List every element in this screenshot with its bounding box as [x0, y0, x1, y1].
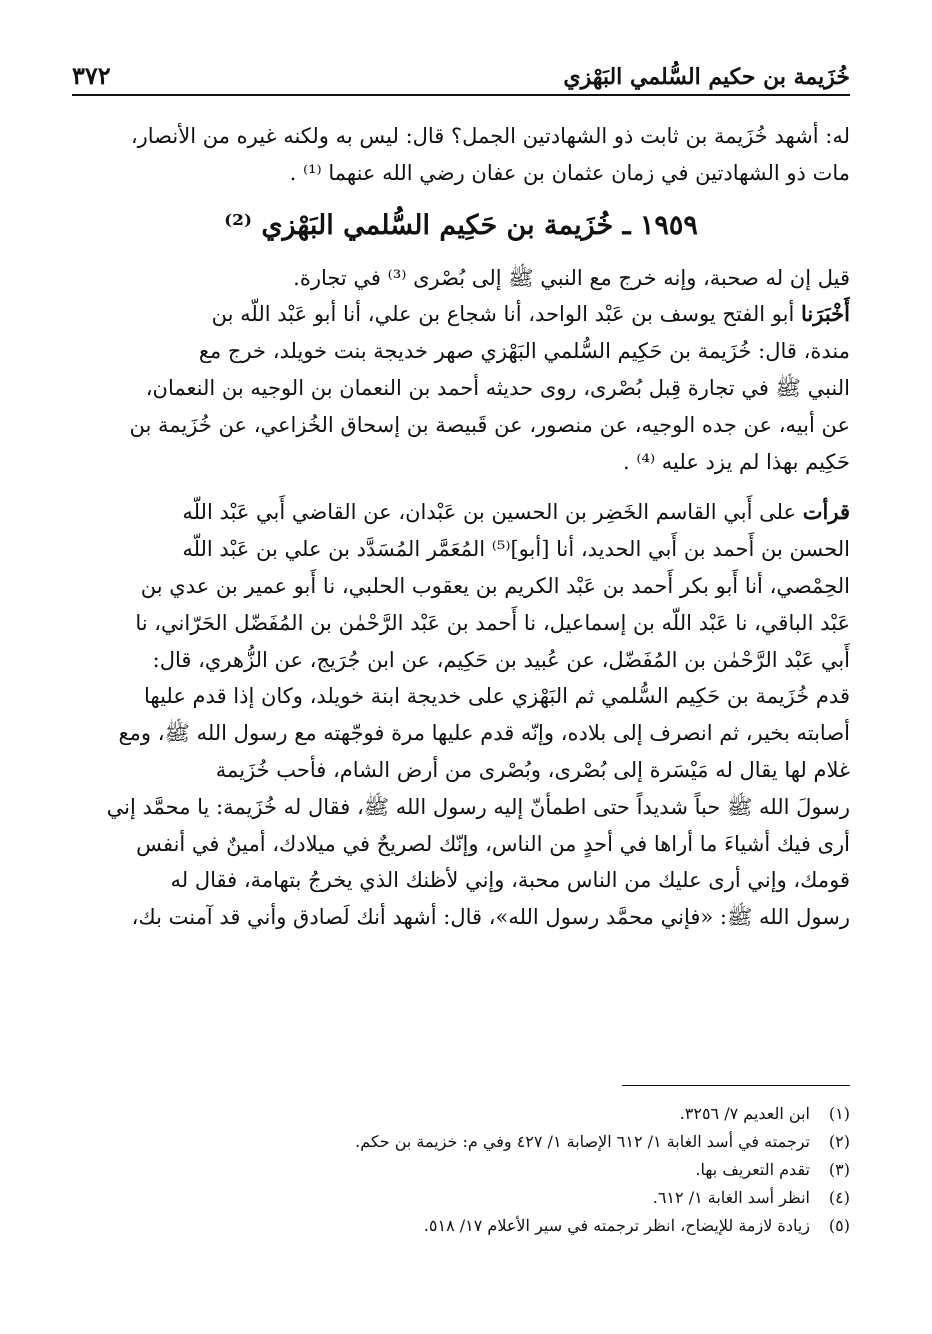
paragraph-line: قدم خُزَيمة بن حَكِيم السُّلمي ثم البَهْزي على خديجة ابنة خويلد، وكان إذا قدم عليها: [143, 684, 850, 709]
footnote-text: ابن العديم ٧/ ٣٢٥٦.: [679, 1104, 810, 1123]
entry-note: قيل إن له صحبة، وإنه خرج مع النبي ﷺ إلى بُصْرى ⁽³⁾ في تجارة.: [293, 265, 850, 290]
paragraph-line: أصابته بخير، ثم انصرف إلى بلاده، وإنّه قدم عليها مرة فوجّهته مع رسول الله ﷺ، ومع: [118, 721, 850, 746]
footnote-number: (٣): [828, 1160, 850, 1179]
footnote-text: ترجمته في أسد الغابة ١/ ٦١٢ الإصابة ١/ ٤٢٧ وفي م: خزيمة بن حكم.: [355, 1132, 810, 1151]
paragraph-line: رسولَ الله ﷺ حباً شديداً حتى اطمأنّ إليه رسول الله ﷺ، فقال له خُزَيمة: يا محمَّد إني: [106, 794, 850, 819]
footnote-number: (٢): [828, 1132, 850, 1151]
paragraph-line: الحسن بن أَحمد بن أَبي الحديد، أنا [أبو]⁽⁵⁾ المُعَمَّر المُسَدَّد بن علي بن عَبْد اللّه: [182, 537, 850, 562]
entry-heading: ١٩٥٩ ـ خُزَيمة بن حَكِيم السُّلمي البَهْزي ⁽²⁾: [224, 209, 698, 241]
paragraph-line: غلام لها يقال له مَيْسَرة إلى بُصْرى، وبُصْرى من أرض الشام، فأحب خُزَيمة: [215, 757, 850, 782]
footnote-separator: [622, 1085, 850, 1086]
running-title: خُزَيمة بن حكيم السُّلمي البَهْزي: [563, 64, 850, 90]
paragraph-line: قومك، وإني أرى عليك من الناس محبة، وإني لأظنك الذي يخرجُ بتهامة، فقال له: [170, 868, 850, 893]
footnote-number: (٥): [828, 1216, 850, 1235]
footnote-text: تقدم التعريف بها.: [695, 1160, 810, 1179]
paragraph-lead: قرأت: [802, 499, 850, 525]
paragraph-line: حَكِيم بهذا لم يزد عليه ⁽⁴⁾ .: [623, 449, 850, 474]
paragraph-lead: أَخْبَرَنا: [801, 301, 850, 327]
footnote: [72, 1156, 850, 1184]
paragraph-2: [72, 494, 850, 936]
paragraph-line: عن أبيه، عن جده الوجيه، عن منصور، عن قَبيصة بن إسحاق الخُزاعي، عن خُزَيمة بن: [129, 412, 850, 437]
paragraph-line: أرى فيك أشياءَ ما أراها في أحدٍ من الناس، وإنّك لصريحٌ في ميلادك، أمينٌ في أنفس: [136, 831, 850, 856]
intro-line: مات ذو الشهادتين في زمان عثمان بن عفان رضي الله عنهما ⁽¹⁾ .: [289, 160, 850, 185]
intro-line: له: أشهد خُزَيمة بن ثابت ذو الشهادتين الجمل؟ قال: ليس به ولكنه غيره من الأنصار،: [130, 124, 850, 148]
footnote-number: (٤): [828, 1188, 850, 1207]
paragraph-line: على أَبي القاسم الخَضِر بن الحسين بن عَبْدان، عن القاضي أَبي عَبْد اللّه: [182, 500, 803, 525]
page-header: [72, 50, 850, 96]
paragraph-line: أبو الفتح يوسف بن عَبْد الواحد، أنا شجاع بن علي، أنا أبو عَبْد اللّه بن: [211, 302, 802, 327]
footnotes: [72, 1100, 850, 1240]
footnote-number: (١): [828, 1104, 850, 1123]
paragraph-line: أَبي عَبْد الرَّحْمٰن بن المُفَضّل، عن عُبيد بن حَكِيم، عن ابن جُرَيج، عن الزُّهري، قال:: [152, 647, 850, 672]
footnote-text: انظر أسد الغابة ١/ ٦١٢.: [652, 1188, 810, 1207]
paragraph-line: عَبْد الباقي، نا عَبْد اللّه بن إسماعيل، نا أَحمد بن عَبْد الرَّحْمٰن بن المُفَضّل الحَرّاني، نا: [135, 610, 850, 635]
footnote-text: زيادة لازمة للإيضاح، انظر ترجمته في سير الأعلام ١٧/ ٥١٨.: [423, 1216, 810, 1235]
paragraph-line: مندة، قال: خُزَيمة بن حَكِيم السُّلمي البَهْزي صهر خديجة بنت خويلد، خرج مع: [198, 339, 850, 364]
paragraph-line: النبي ﷺ في تجارة قِبل بُصْرى، روى حديثه أحمد بن النعمان بن الوجيه بن النعمان،: [145, 375, 850, 400]
paragraph-1: [72, 296, 850, 480]
footnote: [72, 1100, 850, 1128]
footnote: [72, 1128, 850, 1156]
page-body: [72, 118, 850, 936]
footnote: [72, 1212, 850, 1240]
paragraph-line: الحِمْصي، أنا أَبو بكر أَحمد بن عَبْد الكريم بن يعقوب الحلبي، نا أَبو عمير بن عدي بن: [140, 573, 850, 598]
paragraph-line: رسول الله ﷺ: «فإني محمَّد رسول الله»، قال: أشهد أنك لَصادق وأني قد آمنت بك،: [131, 905, 850, 930]
page-number: ٣٧٢: [72, 61, 111, 90]
footnote: [72, 1184, 850, 1212]
